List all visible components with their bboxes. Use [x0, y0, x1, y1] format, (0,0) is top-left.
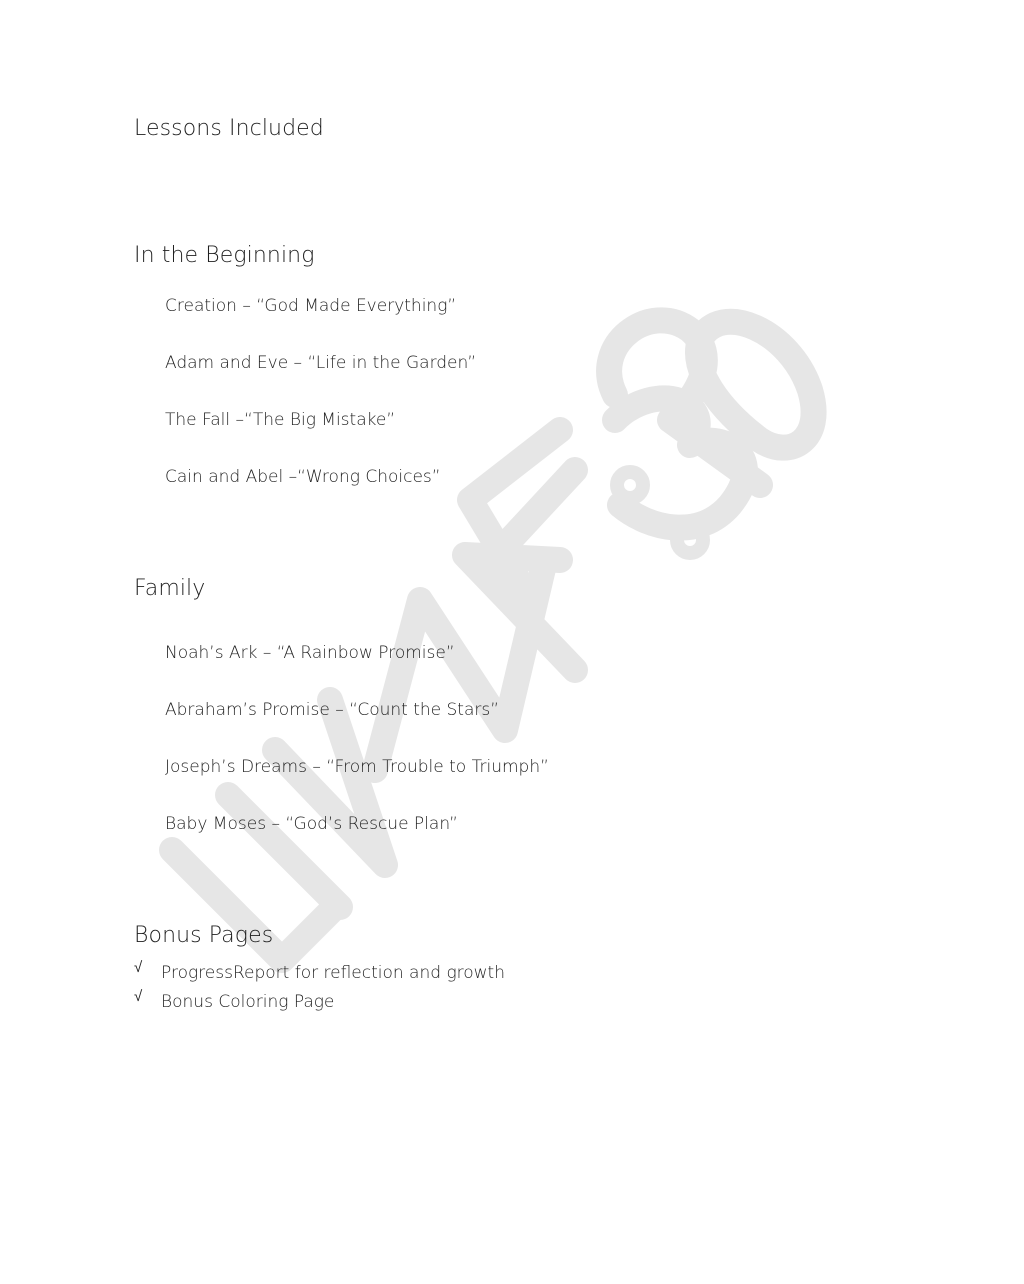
document-title: Lessons Included — [134, 116, 324, 141]
lesson-item: Noah’s Ark – “A Rainbow Promise” — [165, 643, 455, 663]
lesson-item: Cain and Abel –“Wrong Choices” — [165, 467, 441, 487]
lesson-item: Adam and Eve – “Life in the Garden” — [165, 353, 477, 373]
bonus-list-item — [134, 987, 335, 1012]
bonus-item-label: Bonus Coloring Page — [161, 992, 335, 1012]
lesson-item: Abraham’s Promise – “Count the Stars” — [165, 700, 500, 720]
check-icon: √ — [134, 958, 143, 976]
bonus-list-item — [134, 958, 506, 983]
check-icon: √ — [134, 987, 143, 1005]
lesson-item: Joseph’s Dreams – “From Trouble to Triumph” — [165, 757, 549, 777]
section-title-in-the-beginning: In the Beginning — [134, 243, 315, 268]
lesson-item: Creation – “God Made Everything” — [165, 296, 457, 316]
lesson-item: The Fall –“The Big Mistake” — [165, 410, 396, 430]
lesson-item: Baby Moses – “God’s Rescue Plan” — [165, 814, 458, 834]
section-title-family: Family — [134, 576, 206, 601]
section-title-bonus-pages: Bonus Pages — [134, 923, 274, 948]
bonus-item-label: ProgressReport for reflection and growth — [161, 963, 506, 983]
